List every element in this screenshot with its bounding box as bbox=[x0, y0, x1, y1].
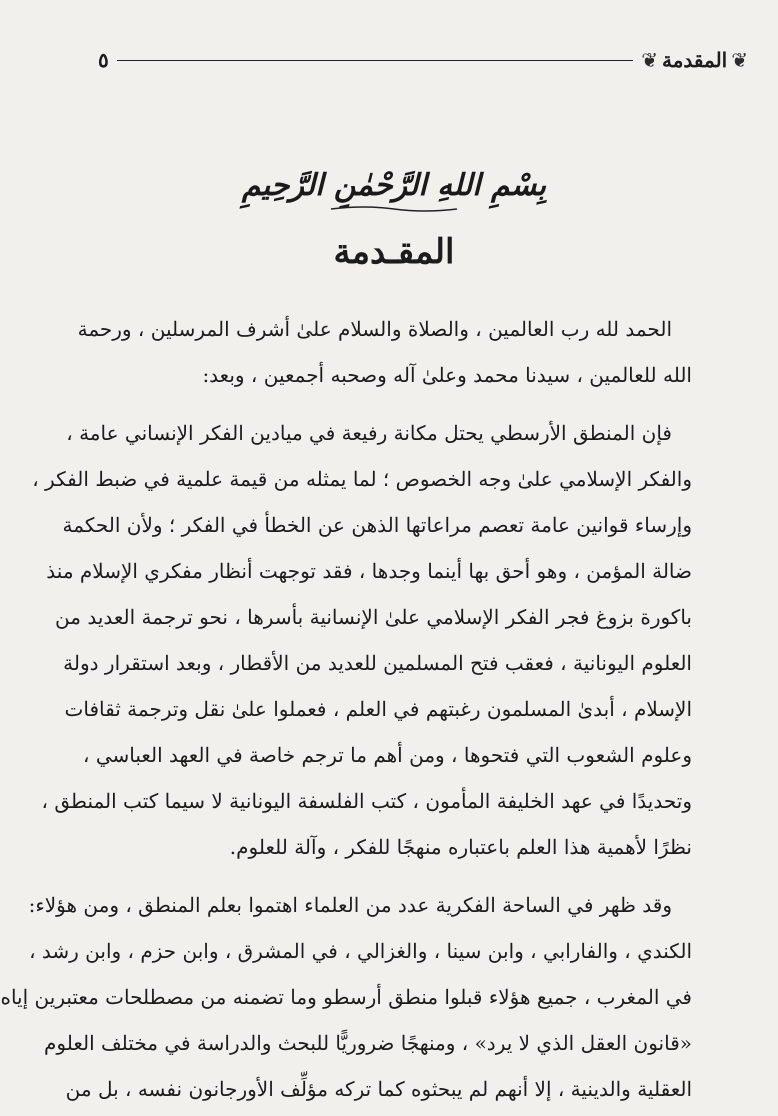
text-line: العلوم اليونانية ، فعقب فتح المسلمين للعديد من الأقطار ، وبعد استقرار دولة bbox=[63, 651, 692, 675]
paragraph-1 bbox=[77, 306, 692, 398]
text-line: نظرًا لأهمية هذا العلم باعتباره منهجًا للفكر ، وآلة للعلوم. bbox=[229, 835, 692, 859]
text-line: باكورة بزوغ فجر الفكر الإسلامي علىٰ الإنسانية بأسرها ، نحو ترجمة العديد من bbox=[55, 605, 692, 629]
text-line: وعلوم الشعوب التي فتحوها ، ومن أهم ما ترجم خاصة في العهد العباسي ، bbox=[83, 743, 692, 767]
text-line: وإرساء قوانين عامة تعصم مراعاتها الذهن عن الخطأ في الفكر ؛ ولأن الحكمة bbox=[62, 513, 692, 537]
text-line: الكندي ، والفارابي ، وابن سينا ، والغزالي ، في المشرق ، وابن حزم ، وابن رشد ، bbox=[29, 939, 692, 963]
basmala bbox=[10, 168, 778, 213]
text-line: الله للعالمين ، سيدنا محمد وعلىٰ آله وصحبه أجمعين ، وبعد: bbox=[202, 363, 692, 387]
text-line: في المغرب ، جميع هؤلاء قبلوا منطق أرسطو وما تضمنه من مصطلحات معتبرين إياه bbox=[0, 985, 692, 1009]
body-text bbox=[0, 306, 692, 1112]
text-line: الحمد لله رب العالمين ، والصلاة والسلام علىٰ أشرف المرسلين ، ورحمة bbox=[77, 317, 672, 341]
text-line: والفكر الإسلامي علىٰ وجه الخصوص ؛ لما يمثله من قيمة علمية في ضبط الفكر ، bbox=[32, 467, 692, 491]
paragraph-3 bbox=[0, 882, 692, 1112]
paragraph-2 bbox=[32, 410, 692, 870]
text-line: وتحديدًا في عهد الخليفة المأمون ، كتب الفلسفة اليونانية لا سيما كتب المنطق ، bbox=[41, 789, 692, 813]
page-number: ٥ bbox=[98, 48, 109, 72]
header-rule bbox=[117, 60, 633, 61]
text-line: وقد ظهر في الساحة الفكرية عدد من العلماء اهتموا بعلم المنطق ، ومن هؤلاء: bbox=[28, 893, 672, 917]
text-line: ضالة المؤمن ، وهو أحق بها أينما وجدها ، فقد توجهت أنظار مفكري الإسلام منذ bbox=[46, 559, 692, 583]
basmala-text: بِسْمِ اللهِ الرَّحْمٰنِ الرَّحِيمِ bbox=[241, 168, 547, 203]
text-line: فإن المنطق الأرسطي يحتل مكانة رفيعة في ميادين الفكر الإنساني عامة ، bbox=[66, 421, 672, 445]
text-line: العقلية والدينية ، إلا أنهم لم يبحثوه كما تركه مؤلِّف الأورجانون نفسه ، بل من bbox=[65, 1077, 692, 1101]
basmala-flourish-icon bbox=[329, 205, 459, 213]
ornament-left-icon: ❦ bbox=[641, 48, 658, 72]
running-header bbox=[98, 40, 748, 80]
ornament-right-icon: ❦ bbox=[731, 48, 748, 72]
header-title: المقدمة bbox=[661, 48, 728, 72]
text-line: «قانون العقل الذي لا يرد» ، ومنهجًا ضروريًّا للبحث والدراسة في مختلف العلوم bbox=[43, 1031, 692, 1055]
chapter-title: المقـدمة bbox=[333, 232, 455, 272]
text-line: الإسلام ، أبدىٰ المسلمون رغبتهم في العلم ، فعملوا علىٰ نقل وترجمة ثقافات bbox=[64, 697, 692, 721]
